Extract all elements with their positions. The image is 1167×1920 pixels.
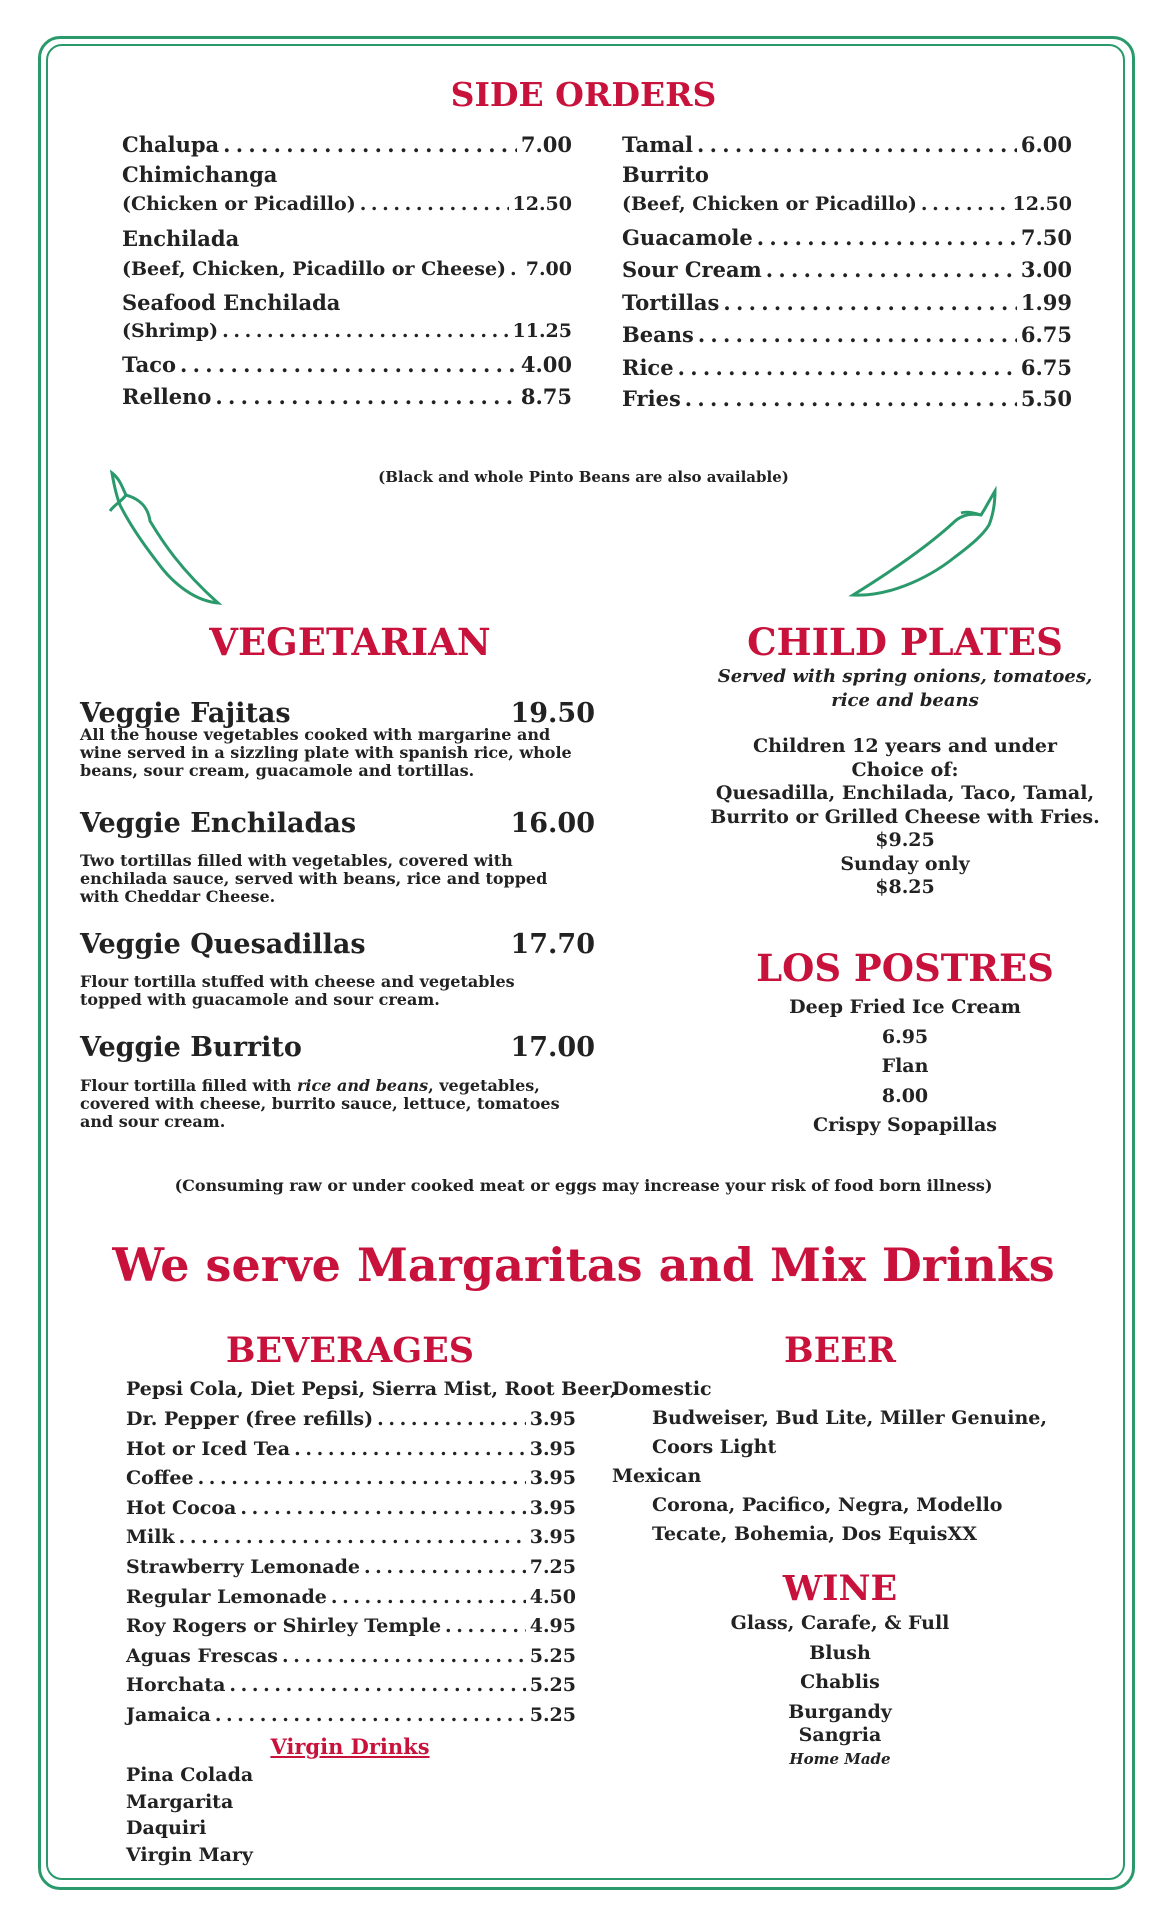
- side-right-item-name: Rice: [622, 355, 674, 380]
- side-left-item-dots: [222, 320, 508, 342]
- beer-mexican-label: Mexican: [612, 1465, 702, 1487]
- beverage-item-dots: [229, 1674, 525, 1696]
- wine-line: Chablis: [800, 1671, 880, 1693]
- side-right-item-dots: [723, 290, 1016, 315]
- child-plates-line: $8.25: [875, 876, 935, 898]
- beverage-item-dots: [331, 1586, 526, 1608]
- side-left-item-dots: [360, 193, 509, 215]
- veg-item-price: 16.00: [510, 808, 595, 839]
- beverage-item-name: Hot Cocoa: [126, 1496, 237, 1519]
- veg-desc-part: , vegetables, covered with cheese, burrito sauce, lettuce, tomatoes and sour cream.: [80, 1076, 560, 1131]
- veg-desc-italic: rice and beans: [296, 1076, 429, 1095]
- beverage-item-dots: [240, 1497, 525, 1519]
- beverage-item: [126, 1526, 576, 1548]
- side-right-item-name: Tortillas: [622, 290, 720, 315]
- wine-line: Blush: [809, 1642, 871, 1664]
- beverage-item-name: Dr. Pepper (free refills): [126, 1408, 374, 1430]
- postres-line: 8.00: [881, 1084, 929, 1107]
- side-right-item-price: 12.50: [1012, 193, 1072, 215]
- child-plates-line: Burrito or Grilled Cheese with Fries.: [710, 805, 1100, 828]
- beverage-item-dots: [445, 1615, 526, 1637]
- side-left-item-dots: [180, 352, 517, 377]
- postres-line: Crispy Sopapillas: [813, 1114, 997, 1136]
- beverage-item-price: 5.25: [529, 1704, 576, 1726]
- beer-domestic-label: Domestic: [612, 1378, 712, 1400]
- side-left-item-name: (Chicken or Picadillo): [122, 193, 356, 215]
- side-left-item-price: 7.00: [520, 132, 572, 157]
- veg-item-name: Veggie Burrito: [80, 1032, 302, 1063]
- side-left-item-name: Relleno: [122, 384, 212, 409]
- veg-item-desc: Flour tortilla stuffed with cheese and vegetables topped with guacamole and sour cream.: [80, 972, 515, 1009]
- beverage-item-price: 3.95: [529, 1437, 576, 1460]
- beverage-item: [126, 1645, 576, 1667]
- wine-homemade: Home Made: [789, 1750, 891, 1768]
- side-right-item: [622, 290, 1072, 315]
- side-right-item-dots: [921, 193, 1009, 215]
- beverage-item-name: Strawberry Lemonade: [126, 1556, 360, 1578]
- side-right-item-dots: [697, 132, 1017, 157]
- child-plates-line: Quesadilla, Enchilada, Taco, Tamal,: [715, 782, 1095, 804]
- drinks-banner: We serve Margaritas and Mix Drinks: [112, 1238, 1055, 1292]
- wine-title: WINE: [782, 1568, 898, 1609]
- side-right-item-name: Fries: [622, 386, 681, 411]
- side-left-item-dots: [510, 258, 522, 280]
- beer-domestic-line2: Coors Light: [652, 1436, 777, 1458]
- side-left-item-price: 12.50: [512, 193, 572, 215]
- side-right-item-price: 1.99: [1020, 290, 1072, 315]
- beverage-item-price: 7.25: [529, 1556, 576, 1578]
- side-left-item: [122, 258, 572, 280]
- side-right-item-name: (Beef, Chicken or Picadillo): [622, 193, 917, 215]
- side-right-item-price: 6.00: [1020, 132, 1072, 157]
- beverage-item-dots: [198, 1467, 526, 1489]
- side-left-item: Enchilada: [122, 226, 240, 251]
- side-left-item-name: Chalupa: [122, 132, 220, 157]
- wine-line: Sangria: [798, 1724, 882, 1746]
- side-left-item: Seafood Enchilada: [122, 290, 341, 315]
- beer-mexican-line2: Tecate, Bohemia, Dos EquisXX: [652, 1523, 977, 1545]
- beans-note: (Black and whole Pinto Beans are also available): [378, 468, 789, 486]
- side-orders-title: SIDE ORDERS: [450, 75, 717, 114]
- side-left-item: [122, 384, 572, 409]
- side-left-item: Chimichanga: [122, 162, 278, 187]
- side-right-item-name: Sour Cream: [622, 257, 762, 282]
- side-right-item: [622, 355, 1072, 380]
- side-left-item-name: (Beef, Chicken, Picadillo or Cheese): [122, 258, 507, 280]
- side-left-item-name: Taco: [122, 352, 177, 377]
- beverage-item-price: 5.25: [529, 1644, 576, 1667]
- beverage-item-name: Hot or Iced Tea: [126, 1437, 291, 1460]
- side-right-item-price: 5.50: [1020, 386, 1072, 411]
- beverage-item-dots: [282, 1645, 526, 1667]
- veg-item-name: Veggie Enchiladas: [80, 808, 357, 839]
- child-plates-subtitle: [690, 665, 1120, 713]
- side-right-item: [622, 322, 1072, 347]
- side-right-item: [622, 386, 1072, 411]
- child-plates-line: Sunday only: [840, 852, 970, 875]
- side-right-item: [622, 225, 1072, 250]
- postres-line: Flan: [881, 1055, 929, 1077]
- virgin-drink: Daquiri: [126, 1817, 207, 1839]
- beverage-item-dots: [294, 1438, 526, 1460]
- side-right-item-dots: [678, 355, 1017, 380]
- beverage-item: [126, 1497, 576, 1519]
- pepper-right-icon: [845, 485, 1005, 605]
- vegetarian-title: VEGETARIAN: [209, 620, 491, 664]
- veg-desc-part: Flour tortilla filled with: [80, 1076, 297, 1095]
- beverage-item-price: 4.50: [529, 1585, 576, 1608]
- beverage-item: [126, 1467, 576, 1489]
- veg-item-price: 17.70: [510, 929, 595, 960]
- veg-item-price: 17.00: [510, 1032, 595, 1063]
- beverage-item: [126, 1704, 576, 1726]
- side-right-item-price: 3.00: [1020, 257, 1072, 282]
- side-left-item: [122, 320, 572, 342]
- beer-title: BEER: [783, 1330, 897, 1371]
- child-plates-line: Children 12 years and under: [752, 735, 1058, 757]
- beverage-item-name: Roy Rogers or Shirley Temple: [126, 1615, 442, 1638]
- beverage-item-name: Horchata: [126, 1674, 226, 1697]
- side-right-item: Burrito: [622, 162, 709, 187]
- veg-item-desc: Two tortillas filled with vegetables, covered with enchilada sauce, served with beans, rice and topped with Cheddar Cheese.: [80, 851, 548, 906]
- beverages-first-line: Pepsi Cola, Diet Pepsi, Sierra Mist, Root Beer,: [126, 1378, 617, 1400]
- side-left-item-price: 8.75: [520, 384, 572, 409]
- side-left-item-price: 11.25: [512, 320, 572, 342]
- virgin-drinks-title: Virgin Drinks: [270, 1734, 430, 1759]
- side-right-item-name: Guacamole: [622, 225, 753, 250]
- side-right-item: [622, 257, 1072, 282]
- child-subtitle-line1: Served with spring onions, tomatoes,: [717, 666, 1093, 687]
- side-right-item-dots: [698, 322, 1017, 347]
- beverage-item-name: Regular Lemonade: [126, 1585, 327, 1608]
- beverage-item-dots: [377, 1408, 526, 1430]
- beverage-item-price: 3.95: [529, 1496, 576, 1519]
- beverage-item-dots: [179, 1526, 526, 1548]
- wine-line: Glass, Carafe, & Full: [730, 1612, 950, 1634]
- beverage-item: [126, 1586, 576, 1608]
- beverage-item-price: 5.25: [529, 1674, 576, 1697]
- child-plates-title: CHILD PLATES: [747, 620, 1063, 664]
- beverage-item-name: Coffee: [126, 1467, 194, 1490]
- side-right-item: [622, 193, 1072, 215]
- beverage-item: [126, 1674, 576, 1696]
- beverage-item-name: Aguas Frescas: [126, 1644, 278, 1667]
- child-plates-line: Choice of:: [851, 758, 959, 781]
- beverage-item-price: 3.95: [529, 1526, 576, 1549]
- virgin-drink: Virgin Mary: [126, 1843, 253, 1866]
- side-right-item-name: Beans: [622, 322, 694, 347]
- side-left-item-dots: [223, 132, 517, 157]
- virgin-drink: Pina Colada: [126, 1764, 254, 1786]
- food-warning: (Consuming raw or under cooked meat or eggs may increase your risk of food born illness): [174, 1176, 993, 1195]
- beverage-item: [126, 1408, 576, 1430]
- side-left-item: [122, 352, 572, 377]
- side-right-item-dots: [757, 225, 1017, 250]
- veg-item-name: Veggie Fajitas: [80, 698, 291, 729]
- beverage-item: [126, 1438, 576, 1460]
- beverage-item-dots: [215, 1704, 526, 1726]
- virgin-drink: Margarita: [126, 1790, 234, 1813]
- side-right-item-dots: [685, 386, 1017, 411]
- pepper-left-icon: [100, 465, 230, 615]
- postres-title: LOS POSTRES: [756, 946, 1054, 990]
- beverage-item-name: Jamaica: [126, 1704, 211, 1726]
- child-plates-line: $9.25: [875, 829, 935, 851]
- beverage-item-dots: [364, 1556, 526, 1578]
- side-left-item-price: 4.00: [520, 352, 572, 377]
- wine-line: Burgandy: [788, 1701, 892, 1723]
- beverage-item: [126, 1615, 576, 1637]
- side-right-item-name: Tamal: [622, 132, 694, 157]
- side-left-item-name: (Shrimp): [122, 320, 219, 342]
- side-right-item: [622, 132, 1072, 157]
- beverage-item: [126, 1556, 576, 1578]
- side-right-item-price: 6.75: [1020, 322, 1072, 347]
- side-right-item-price: 6.75: [1020, 355, 1072, 380]
- veg-item-name: Veggie Quesadillas: [80, 929, 366, 960]
- beverages-title: BEVERAGES: [225, 1330, 475, 1371]
- side-right-item-price: 7.50: [1020, 225, 1072, 250]
- postres-line: Deep Fried Ice Cream: [789, 996, 1021, 1018]
- beverage-item-name: Milk: [126, 1526, 175, 1549]
- veg-item-desc: All the house vegetables cooked with margarine and wine served in a sizzling plate with spanish rice, whole beans, sour cream, guacamole and tortillas.: [80, 725, 572, 780]
- beer-mexican-line1: Corona, Pacifico, Negra, Modello: [652, 1494, 1003, 1516]
- side-left-item: [122, 193, 572, 215]
- side-left-item-dots: [215, 384, 516, 409]
- side-left-item: [122, 132, 572, 157]
- side-right-item-dots: [766, 257, 1017, 282]
- veg-item-price: 19.50: [510, 698, 595, 729]
- beer-domestic-line1: Budweiser, Bud Lite, Miller Genuine,: [652, 1407, 1047, 1429]
- beverage-item-price: 4.95: [529, 1615, 576, 1638]
- side-left-item-price: 7.00: [525, 258, 572, 280]
- beverage-item-price: 3.95: [529, 1467, 576, 1490]
- veg-item-desc: [80, 1077, 580, 1131]
- postres-line: 6.95: [881, 1025, 929, 1048]
- child-subtitle-line2: rice and beans: [831, 690, 979, 711]
- beverage-item-price: 3.95: [529, 1408, 576, 1430]
